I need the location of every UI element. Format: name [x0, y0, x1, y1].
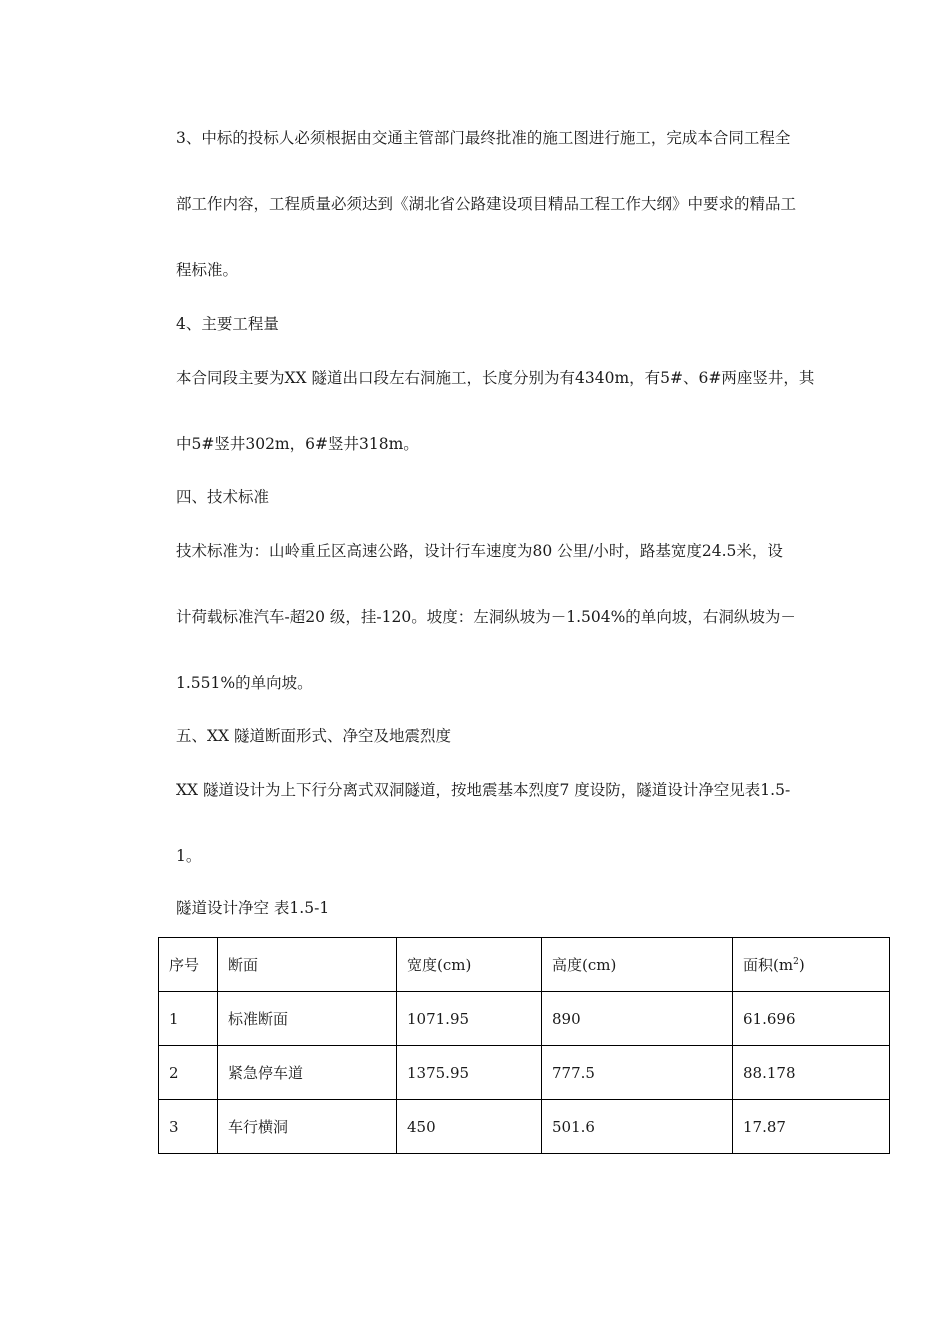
section-heading: 五、XX 隧道断面形式、净空及地震烈度 — [176, 727, 451, 745]
paragraph-line: 计荷载标准汽车-超20 级，挂-120。坡度：左洞纵坡为－1.504%的单向坡，右洞纵坡为－ — [176, 608, 796, 626]
table-cell: 88.178 — [733, 1046, 890, 1100]
paragraph-line: XX 隧道设计为上下行分离式双洞隧道，按地震基本烈度7 度设防，隧道设计净空见表1.5- — [176, 781, 791, 799]
table-cell: 紧急停车道 — [218, 1046, 397, 1100]
table-cell: 3 — [159, 1100, 218, 1154]
paragraph-line: 部工作内容，工程质量必须达到《湖北省公路建设项目精品工程工作大纲》中要求的精品工 — [176, 195, 797, 213]
table-cell: 1375.95 — [397, 1046, 542, 1100]
table-cell: 1 — [159, 992, 218, 1046]
paragraph-line: 3、中标的投标人必须根据由交通主管部门最终批准的施工图进行施工，完成本合同工程全 — [176, 129, 791, 147]
paragraph-line: 中5#竖井302m，6#竖井318m。 — [176, 435, 419, 453]
table-caption: 隧道设计净空 表1.5-1 — [176, 899, 330, 917]
clearance-table — [158, 937, 890, 1154]
table-cell: 777.5 — [542, 1046, 733, 1100]
section-heading: 四、技术标准 — [176, 488, 270, 506]
table-cell: 61.696 — [733, 992, 890, 1046]
paragraph-line: 技术标准为：山岭重丘区高速公路，设计行车速度为80 公里/小时，路基宽度24.5米，设 — [176, 542, 783, 560]
header-cell-text: ) — [798, 956, 805, 974]
paragraph-line: 本合同段主要为XX 隧道出口段左右洞施工，长度分别为有4340m，有5#、6#两座竖井，其 — [176, 369, 815, 387]
header-cell: 序号 — [159, 938, 218, 992]
header-cell: 高度(cm) — [542, 938, 733, 992]
superscript: 2 — [793, 957, 799, 967]
table-cell: 501.6 — [542, 1100, 733, 1154]
table-cell: 17.87 — [733, 1100, 890, 1154]
header-cell-area — [733, 938, 890, 992]
table-row — [159, 1046, 890, 1100]
table-cell: 车行横洞 — [218, 1100, 397, 1154]
table-cell: 450 — [397, 1100, 542, 1154]
table-cell: 2 — [159, 1046, 218, 1100]
paragraph-line: 1。 — [176, 847, 202, 865]
paragraph-line: 程标准。 — [176, 261, 239, 279]
table-cell: 1071.95 — [397, 992, 542, 1046]
paragraph-line: 1.551%的单向坡。 — [176, 674, 313, 692]
section-heading: 4、主要工程量 — [176, 315, 279, 333]
table-header-row — [159, 938, 890, 992]
table-row — [159, 1100, 890, 1154]
table-cell: 标准断面 — [218, 992, 397, 1046]
table-cell: 890 — [542, 992, 733, 1046]
table-row — [159, 992, 890, 1046]
header-cell: 宽度(cm) — [397, 938, 542, 992]
header-cell: 断面 — [218, 938, 397, 992]
header-cell-text: 面积(m — [743, 956, 794, 974]
